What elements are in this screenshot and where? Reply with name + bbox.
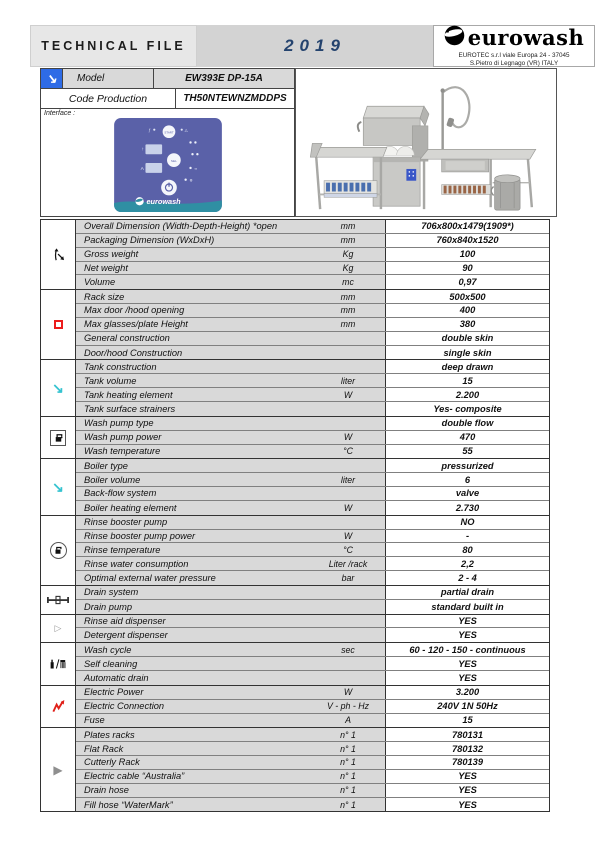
table-row [76, 643, 549, 657]
spec-label: Rinse temperature [76, 543, 311, 556]
table-row [76, 374, 549, 388]
spec-label: Optimal external water pressure [76, 571, 311, 585]
spec-value: 90 [385, 262, 549, 275]
spec-group [41, 728, 549, 811]
spec-label: Boiler heating element [76, 501, 311, 515]
table-row [76, 220, 549, 234]
spec-value: double flow [385, 417, 549, 430]
spec-label: Electric Connection [76, 700, 311, 713]
table-row [76, 487, 549, 501]
table-row [76, 388, 549, 402]
spec-label: Packaging Dimension (WxDxH) [76, 234, 311, 247]
table-row [76, 671, 549, 685]
spec-value: pressurized [385, 459, 549, 472]
brand-box [433, 25, 595, 67]
spec-label: Fill hose “WaterMark” [76, 798, 311, 812]
spec-unit: W [311, 686, 385, 699]
svg-text:∞: ∞ [194, 165, 198, 171]
spec-value: - [385, 530, 549, 543]
spec-label: Max door /hood opening [76, 304, 311, 317]
spec-unit: W [311, 501, 385, 515]
spec-label: Rinse aid dispenser [76, 615, 311, 628]
spec-value: YES [385, 671, 549, 685]
spec-value: 55 [385, 445, 549, 459]
spec-value: 60 - 120 - 150 - continuous [385, 643, 549, 656]
interface-section [41, 109, 294, 216]
electric-bolt-icon [41, 686, 76, 728]
spec-unit: Kg [311, 248, 385, 261]
spec-unit: mm [311, 220, 385, 233]
spec-unit [311, 417, 385, 430]
spec-unit [311, 600, 385, 614]
header [30, 25, 595, 67]
table-row [76, 445, 549, 459]
spec-label: Tank construction [76, 360, 311, 373]
wash-pump-icon [41, 417, 76, 459]
spec-value: YES [385, 628, 549, 642]
spec-value: 100 [385, 248, 549, 261]
eurowash-logo-icon [444, 25, 465, 51]
spec-value: 500x500 [385, 290, 549, 303]
table-row [76, 557, 549, 571]
table-row [76, 770, 549, 784]
spec-value: YES [385, 615, 549, 628]
spec-value: 15 [385, 374, 549, 387]
table-row [76, 615, 549, 629]
svg-text:↑: ↑ [141, 147, 144, 153]
table-row [76, 346, 549, 360]
spec-label: Automatic drain [76, 671, 311, 685]
table-row [76, 686, 549, 700]
spec-unit [311, 516, 385, 529]
spec-value: 760x840x1520 [385, 234, 549, 247]
spec-unit: mm [311, 304, 385, 317]
table-row [76, 459, 549, 473]
spec-unit [311, 657, 385, 670]
accessories-triangle-icon: ▶ [41, 728, 76, 811]
spec-label: Wash pump type [76, 417, 311, 430]
spec-value: 706x800x1479(1909*) [385, 220, 549, 233]
spec-group [41, 516, 549, 586]
spec-value: YES [385, 798, 549, 812]
spec-value: YES [385, 784, 549, 797]
svg-text:⚙: ⚙ [189, 178, 193, 183]
svg-text:START: START [164, 130, 174, 135]
table-row [76, 332, 549, 346]
spec-value: 0,97 [385, 275, 549, 289]
model-label: Model [63, 69, 154, 88]
spec-unit [311, 628, 385, 642]
table-row [76, 784, 549, 798]
code-production-label: Code Production [41, 89, 176, 108]
spec-unit: liter [311, 473, 385, 486]
code-production-row [41, 89, 294, 109]
spec-value: 2,2 [385, 557, 549, 570]
spec-label: Drain pump [76, 600, 311, 614]
spec-unit [311, 459, 385, 472]
spec-value: 380 [385, 318, 549, 331]
table-row [76, 516, 549, 530]
spec-group [41, 615, 549, 644]
table-row [76, 756, 549, 770]
spec-value: standard built in [385, 600, 549, 614]
spec-unit [311, 346, 385, 360]
cyan-arrow-icon: ↘ [41, 459, 76, 514]
spec-value: 6 [385, 473, 549, 486]
spec-value: 780131 [385, 728, 549, 741]
brand-address-line1: EUROTEC s.r.l viale Europa 24 - 37045 [458, 51, 570, 59]
spec-unit: mm [311, 234, 385, 247]
table-row [76, 360, 549, 374]
spec-unit: n° 1 [311, 784, 385, 797]
spec-value: 80 [385, 543, 549, 556]
table-row [76, 571, 549, 585]
table-row [76, 628, 549, 642]
spec-value: 400 [385, 304, 549, 317]
spec-unit: Liter /rack [311, 557, 385, 570]
self-clean-icon [41, 643, 76, 685]
spec-label: Wash pump power [76, 431, 311, 444]
spec-group [41, 586, 549, 615]
spec-unit [311, 402, 385, 416]
spec-value: partial drain [385, 586, 549, 599]
spec-value: 2.730 [385, 501, 549, 515]
spec-unit: V - ph - Hz [311, 700, 385, 713]
spec-unit: bar [311, 571, 385, 585]
spec-unit: mm [311, 290, 385, 303]
spec-unit: liter [311, 374, 385, 387]
spec-value: 780132 [385, 742, 549, 755]
spec-value: 2 - 4 [385, 571, 549, 585]
spec-value: single skin [385, 346, 549, 360]
spec-unit: mc [311, 275, 385, 289]
spec-label: Boiler volume [76, 473, 311, 486]
table-row [76, 657, 549, 671]
code-production-value: TH50NTEWNZMDDPS [183, 93, 287, 104]
spec-group [41, 686, 549, 729]
table-row [76, 530, 549, 544]
spec-unit [311, 487, 385, 500]
spec-value: double skin [385, 332, 549, 345]
spec-unit [311, 615, 385, 628]
spec-label: Electric cable “Australia” [76, 770, 311, 783]
svg-text:SEL: SEL [170, 159, 177, 164]
spec-label: Door/hood Construction [76, 346, 311, 360]
rinse-pump-icon [41, 516, 76, 585]
svg-text:A: A [140, 166, 144, 172]
table-row [76, 728, 549, 742]
spec-unit [311, 671, 385, 685]
spec-label: Back-flow system [76, 487, 311, 500]
spec-unit: n° 1 [311, 728, 385, 741]
spec-label: Drain system [76, 586, 311, 599]
spec-value: Yes- composite [385, 402, 549, 416]
spec-unit: W [311, 530, 385, 543]
table-row [76, 798, 549, 812]
spec-label: Detergent dispenser [76, 628, 311, 642]
interface-label: Interface : [44, 110, 76, 117]
spec-unit: n° 1 [311, 798, 385, 812]
model-value: EW393E DP-15A [185, 73, 263, 84]
cyan-arrow-icon: ↘ [41, 360, 76, 415]
table-row [76, 742, 549, 756]
spec-unit: Kg [311, 262, 385, 275]
spec-unit [311, 360, 385, 373]
spec-unit: mm [311, 318, 385, 331]
year-label: 2019 [197, 25, 433, 67]
spec-value: NO [385, 516, 549, 529]
spec-group [41, 220, 549, 290]
table-row [76, 234, 549, 248]
spec-label: Wash cycle [76, 643, 311, 656]
spec-unit: n° 1 [311, 770, 385, 783]
model-panel [40, 68, 295, 217]
spec-label: Electric Power [76, 686, 311, 699]
spec-label: Rinse booster pump power [76, 530, 311, 543]
spec-value: 2.200 [385, 388, 549, 401]
spec-label: Flat Rack [76, 742, 311, 755]
spec-unit [311, 332, 385, 345]
table-row [76, 473, 549, 487]
spec-value: YES [385, 657, 549, 670]
spec-unit [311, 586, 385, 599]
table-row [76, 600, 549, 614]
table-row [76, 417, 549, 431]
table-row [76, 431, 549, 445]
spec-label: Overall Dimension (Width-Depth-Height) *open [76, 220, 311, 233]
spec-group [41, 417, 549, 460]
spec-label: Fuse [76, 714, 311, 728]
spec-unit: W [311, 388, 385, 401]
spec-value: 240V 1N 50Hz [385, 700, 549, 713]
table-row [76, 402, 549, 416]
page-title: TECHNICAL FILE [30, 25, 197, 67]
spec-value: 470 [385, 431, 549, 444]
spec-label: Gross weight [76, 248, 311, 261]
spec-unit: °C [311, 543, 385, 556]
product-photo [295, 68, 557, 217]
spec-group [41, 290, 549, 360]
spec-label: Self cleaning [76, 657, 311, 670]
spec-label: Rinse booster pump [76, 516, 311, 529]
table-row [76, 290, 549, 304]
spec-unit: W [311, 431, 385, 444]
spec-group [41, 459, 549, 515]
spec-label: Tank volume [76, 374, 311, 387]
spec-group [41, 360, 549, 416]
spec-value: 15 [385, 714, 549, 728]
table-row [76, 318, 549, 332]
table-row [76, 304, 549, 318]
table-row [76, 543, 549, 557]
red-square-icon [41, 290, 76, 359]
spec-label: Plates racks [76, 728, 311, 741]
spec-label: Rinse water consumption [76, 557, 311, 570]
svg-text:eurowash: eurowash [146, 197, 181, 207]
spec-value: 780139 [385, 756, 549, 769]
spec-label: Drain hose [76, 784, 311, 797]
spec-table [40, 219, 550, 812]
spec-label: Net weight [76, 262, 311, 275]
spec-label: Boiler type [76, 459, 311, 472]
table-row [76, 262, 549, 276]
brand-address-line2: S.Pietro di Legnago (VR) ITALY [469, 60, 559, 67]
spec-unit: n° 1 [311, 742, 385, 755]
svg-text:△: △ [184, 127, 188, 133]
spec-label: Max glasses/plate Height [76, 318, 311, 331]
spec-label: Rack size [76, 290, 311, 303]
spec-group [41, 643, 549, 686]
blue-arrow-icon: ↘ [41, 69, 63, 88]
spec-unit: A [311, 714, 385, 728]
spec-label: Wash temperature [76, 445, 311, 459]
spec-label: Volume [76, 275, 311, 289]
dispenser-triangle-icon: ▷ [41, 615, 76, 643]
table-row [76, 501, 549, 515]
spec-label: General construction [76, 332, 311, 345]
spec-label: Tank surface strainers [76, 402, 311, 416]
model-row [41, 69, 294, 89]
dimensions-arrows-icon [41, 220, 76, 289]
table-row [76, 248, 549, 262]
spec-unit: sec [311, 643, 385, 656]
table-row [76, 275, 549, 289]
spec-value: 3.200 [385, 686, 549, 699]
spec-label: Cutterly Rack [76, 756, 311, 769]
spec-value: valve [385, 487, 549, 500]
table-row [76, 586, 549, 600]
spec-label: Tank heating element [76, 388, 311, 401]
table-row [76, 700, 549, 714]
drain-pipe-icon [41, 586, 76, 614]
spec-unit: n° 1 [311, 756, 385, 769]
brand-name: eurowash [467, 24, 585, 50]
table-row [76, 714, 549, 728]
svg-text:ƒ: ƒ [148, 127, 151, 133]
spec-value: YES [385, 770, 549, 783]
spec-value: deep drawn [385, 360, 549, 373]
spec-unit: °C [311, 445, 385, 459]
